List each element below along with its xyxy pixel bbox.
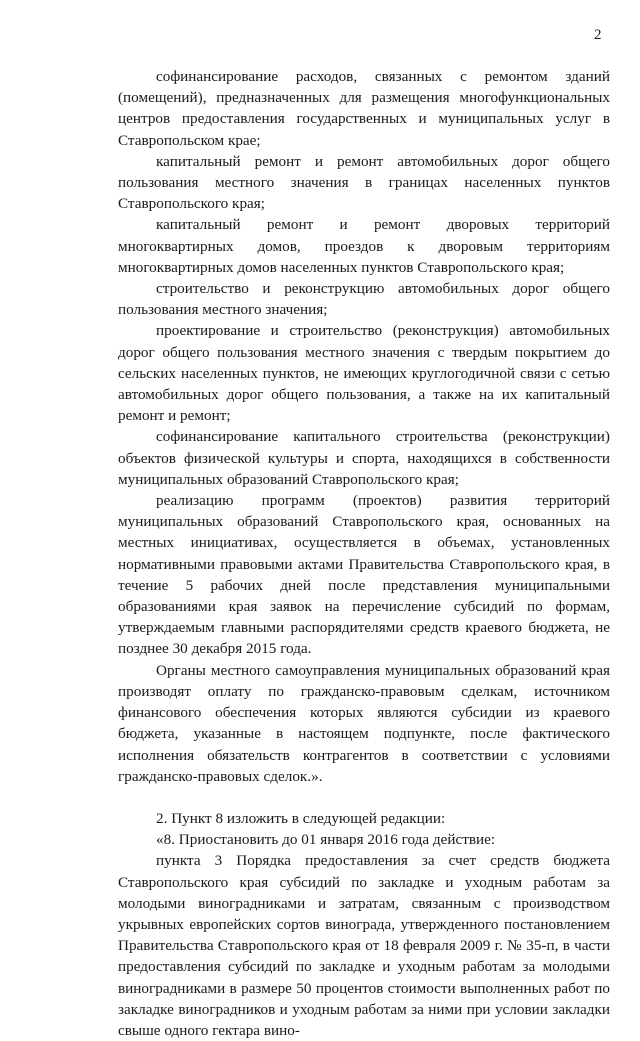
paragraph-item-8-amendment: 2. Пункт 8 изложить в следующей редакции: — [156, 809, 446, 827]
paragraph-road-repair: капитальный ремонт и ремонт автомобильных дорог общего пользования местного значения в границах населенных пунктов Ставропольского края; — [118, 152, 610, 213]
paragraph-cofinancing-mfc: софинансирование расходов, связанных с ремонтом зданий (помещений), предназначенных для размещения многофункциональных центров предоставления государственных и муниципальных услуг в Ставропольском крае; — [118, 68, 610, 149]
paragraph-item-8-suspend: «8. Приостановить до 01 января 2016 года действие: — [156, 831, 496, 849]
paragraph-road-design: проектирование и строительство (реконструкция) автомобильных дорог общего пользования местного значения с твердым покрытием до сельских населенных пунктов, не имеющих круглогодичной связи с сетью автомобильных дорог общего пользования, а также на их капитальный ремонт и ремонт; — [118, 322, 610, 425]
paragraph-road-construction: строительство и реконструкцию автомобильных дорог общего пользования местного значения; — [118, 280, 610, 319]
paragraph-sports-facilities: софинансирование капитального строительства (реконструкции) объектов физической культуры и спорта, находящихся в собственности муниципальных образований Ставропольского края; — [118, 428, 610, 488]
paragraph-local-initiatives: реализацию программ (проектов) развития территорий муниципальных образований Ставропольского края, основанных на местных инициативах, осуществляется в объемах, установленных нормативными правовыми актами Правительства Ставропольского края, в течение 5 рабочих дней после представления муниципальными образованиями края заявок на перечисление субсидий по формам, утверждаемым главными распорядителями средств краевого бюджета, не позднее 30 декабря 2015 года. — [118, 492, 610, 658]
page-number: 2 — [594, 27, 602, 43]
paragraph-vineyard-subsidies: пункта 3 Порядка предоставления за счет средств бюджета Ставропольского края субсидий по закладке и уходным работам за молодыми виноградниками и затратам, связанным с производством укрывных европейских сортов винограда, утвержденного постановлением Правительства Ставропольского края от 18 февраля 2009 г. № 35-п, в части предоставления субсидий по закладке и уходным работам за молодыми виноградниками в размере 50 процентов стоимости выполненных работ по закладке виноградников и уходным работам за ними при условии закладки свыше одного гектара вино- — [118, 852, 610, 1039]
document-body — [118, 66, 610, 1041]
paragraph-yard-repair: капитальный ремонт и ремонт дворовых территорий многоквартирных домов, проездов к дворовым территориям многоквартирных домов населенных пунктов Ставропольского края; — [118, 216, 610, 276]
paragraph-local-authorities-payment: Органы местного самоуправления муниципальных образований края производят оплату по гражданско-правовым сделкам, источником финансового обеспечения которых являются субсидии из краевого бюджета, указанные в настоящем подпункте, после фактического исполнения обязательств контрагентов в соответствии с условиями гражданско-правовых сделок.». — [118, 661, 610, 785]
